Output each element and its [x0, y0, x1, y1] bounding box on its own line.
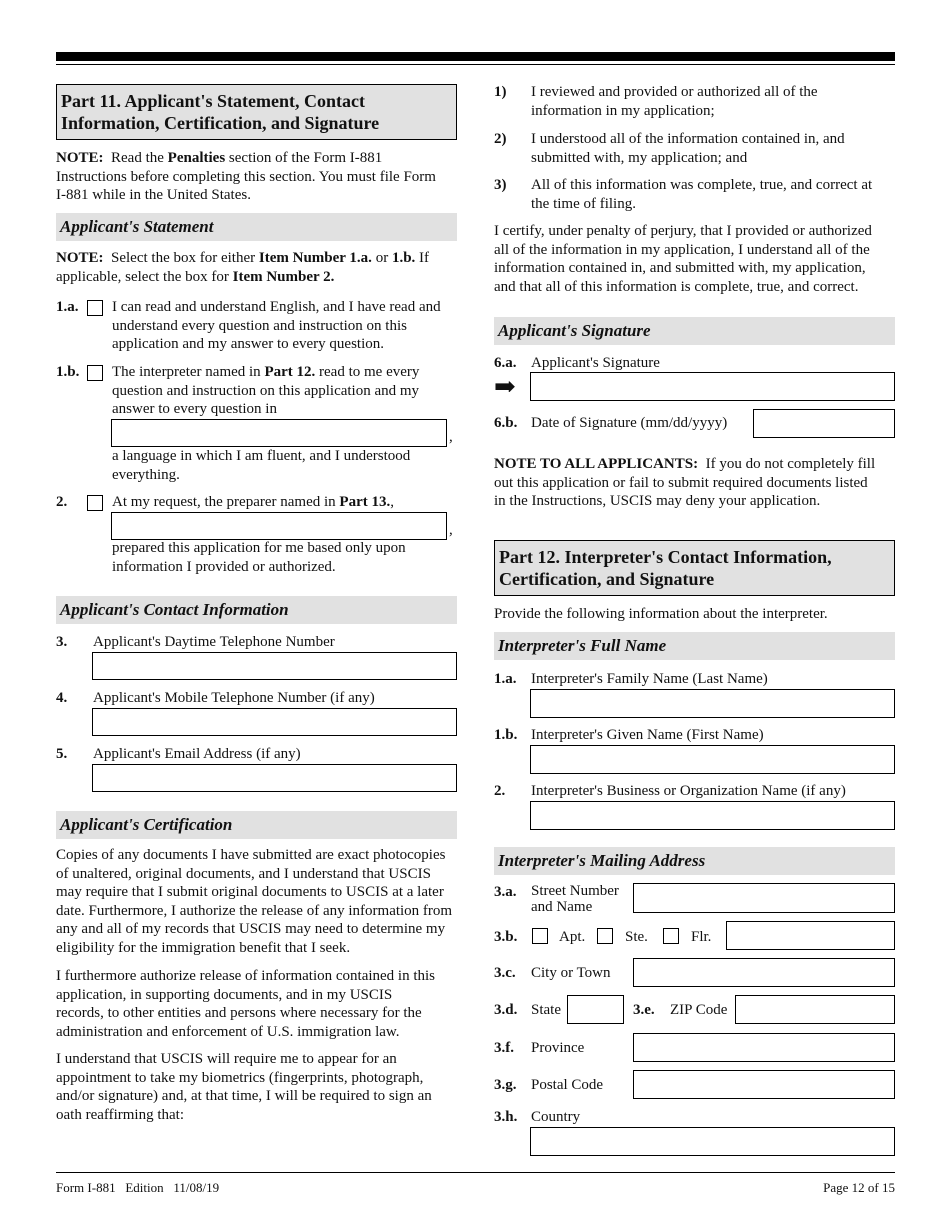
interp-business-input[interactable] [530, 801, 895, 830]
daytime-phone-input[interactable] [92, 652, 457, 680]
item-1a-number: 1.a. [56, 299, 79, 315]
email-input[interactable] [92, 764, 457, 792]
interp-3d-number: 3.d. [494, 1002, 518, 1018]
part11-title-line2: Information, Certification, and Signature [61, 113, 380, 133]
city-input[interactable] [633, 958, 895, 987]
oath-3-text: All of this information was complete, true, and correct at the time of filing. [531, 177, 873, 212]
interp-3e-number: 3.e. [633, 1002, 655, 1018]
contact-heading: Applicant's Contact Information [56, 596, 457, 624]
preparer-input[interactable] [111, 512, 447, 540]
note-to-applicants: NOTE TO ALL APPLICANTS: If you do not completely fill out this application or fail to submit required documents listed in the Instructions, USCIS may deny your application. [494, 456, 876, 509]
street-label: Street Number and Name [531, 883, 619, 915]
flr-checkbox[interactable] [663, 928, 679, 944]
applicant-statement-heading: Applicant's Statement [56, 213, 457, 241]
date-signature-input[interactable] [753, 409, 895, 438]
part12-intro: Provide the following information about the interpreter. [494, 606, 828, 622]
interp-3c-number: 3.c. [494, 965, 516, 981]
zip-label: ZIP Code [670, 1002, 728, 1018]
street-input[interactable] [633, 883, 895, 913]
certification-heading: Applicant's Certification [56, 811, 457, 839]
footer-rule [56, 1172, 895, 1173]
signature-input[interactable] [530, 372, 895, 401]
item-2-number: 2. [56, 494, 68, 510]
part12-title-line1: Part 12. Interpreter's Contact Information, [499, 547, 832, 567]
ste-checkbox[interactable] [597, 928, 613, 944]
item-1a-text: I can read and understand English, and I have read and understand every question and instruction on this application and my answer to every question. [112, 299, 441, 352]
part12-header [494, 540, 895, 596]
interp-2-number: 2. [494, 783, 506, 799]
interp-3a-number: 3.a. [494, 884, 517, 900]
province-input[interactable] [633, 1033, 895, 1062]
item-4-number: 4. [56, 690, 68, 706]
item-2-text-cont: prepared this application for me based only upon information I provided or authorized. [112, 540, 406, 575]
interpreter-name-heading: Interpreter's Full Name [494, 632, 895, 660]
date-signature-label: Date of Signature (mm/dd/yyyy) [531, 415, 728, 431]
language-comma: , [449, 429, 453, 445]
interp-3g-number: 3.g. [494, 1077, 517, 1093]
interp-given-name-input[interactable] [530, 745, 895, 774]
interp-3h-number: 3.h. [494, 1109, 518, 1125]
flr-label: Flr. [691, 929, 712, 945]
footer-page-number: Page 12 of 15 [823, 1180, 895, 1195]
email-label: Applicant's Email Address (if any) [93, 746, 301, 762]
part11-header [56, 84, 457, 140]
interp-1a-number: 1.a. [494, 671, 517, 687]
postal-code-input[interactable] [633, 1070, 895, 1099]
top-rule-thin [56, 64, 895, 65]
statement-note: NOTE: Select the box for either Item Number 1.a. or 1.b. If applicable, select the box for Item Number 2. [56, 250, 430, 285]
preparer-comma: , [449, 522, 453, 538]
arrow-right-icon: ➡ [494, 372, 516, 401]
signature-heading: Applicant's Signature [494, 317, 895, 345]
interpreter-address-heading: Interpreter's Mailing Address [494, 847, 895, 875]
apt-checkbox[interactable] [532, 928, 548, 944]
oath-2-number: 2) [494, 131, 507, 147]
part11-title-line1: Part 11. Applicant's Statement, Contact [61, 91, 365, 111]
item-1b-text: The interpreter named in Part 12. read to me every question and instruction on this application and my answer to every question in [112, 364, 420, 417]
top-rule-thick [56, 52, 895, 61]
apt-label: Apt. [559, 929, 586, 945]
unit-number-input[interactable] [726, 921, 895, 950]
interp-3f-number: 3.f. [494, 1040, 514, 1056]
footer-form-edition: Form I-881 Edition 11/08/19 [56, 1180, 220, 1195]
oath-1-text: I reviewed and provided or authorized all of the information in my application; [531, 84, 818, 119]
zip-input[interactable] [735, 995, 895, 1024]
interp-family-name-label: Interpreter's Family Name (Last Name) [531, 671, 768, 687]
country-input[interactable] [530, 1127, 895, 1156]
oath-1-number: 1) [494, 84, 507, 100]
ste-label: Ste. [625, 929, 648, 945]
city-label: City or Town [531, 965, 611, 981]
certification-para-3: I understand that USCIS will require me to appear for an appointment to take my biometrics (fingerprints, photograph, and/or signature) and, at that time, I will be required to sign an oath reaffirming that: [56, 1051, 432, 1123]
interp-family-name-input[interactable] [530, 689, 895, 718]
certification-para-2: I furthermore authorize release of information contained in this application, in supporting documents, and in my USCIS records, to other entities and persons where necessary for the administration and enforcement of U.S. immigration law. [56, 968, 436, 1040]
oath-3-number: 3) [494, 177, 507, 193]
certification-para-1: Copies of any documents I have submitted are exact photocopies of unaltered, original documents, and I understand that USCIS may require that I submit original documents to USCIS at a later date. Furthermore, I authorize the release of any information from any and all of my records that USCIS may need to determine my eligibility for the immigration benefit that I seek. [56, 847, 453, 956]
item-1b-number: 1.b. [56, 364, 80, 380]
province-label: Province [531, 1040, 585, 1056]
state-label: State [531, 1002, 561, 1018]
item-3-number: 3. [56, 634, 68, 650]
checkbox-1a[interactable] [87, 300, 103, 316]
certify-paragraph: I certify, under penalty of perjury, that I provided or authorized all of the information in my application, I understand all of the information contained in, and submitted with, my application, and that all of this information is complete, true, and correct. [494, 223, 872, 295]
item-2-text: At my request, the preparer named in Part 13., [112, 494, 394, 510]
interp-given-name-label: Interpreter's Given Name (First Name) [531, 727, 764, 743]
signature-label: Applicant's Signature [531, 355, 660, 371]
interp-business-label: Interpreter's Business or Organization Name (if any) [531, 783, 846, 799]
item-1b-text-cont: a language in which I am fluent, and I understood everything. [112, 448, 411, 483]
state-input[interactable] [567, 995, 624, 1024]
item-6b-number: 6.b. [494, 415, 518, 431]
checkbox-1b[interactable] [87, 365, 103, 381]
daytime-phone-label: Applicant's Daytime Telephone Number [93, 634, 335, 650]
mobile-phone-input[interactable] [92, 708, 457, 736]
part11-note: NOTE: Read the Penalties section of the Form I-881 Instructions before completing this section. You must file Form I-881 while in the United States. [56, 150, 436, 203]
part12-title-line2: Certification, and Signature [499, 569, 715, 589]
interp-1b-number: 1.b. [494, 727, 518, 743]
country-label: Country [531, 1109, 581, 1125]
mobile-phone-label: Applicant's Mobile Telephone Number (if any) [93, 690, 375, 706]
oath-2-text: I understood all of the information contained in, and submitted with, my application; and [531, 131, 845, 166]
postal-code-label: Postal Code [531, 1077, 604, 1093]
item-6a-number: 6.a. [494, 355, 517, 371]
item-5-number: 5. [56, 746, 68, 762]
language-input[interactable] [111, 419, 447, 447]
interp-3b-number: 3.b. [494, 929, 518, 945]
checkbox-2[interactable] [87, 495, 103, 511]
